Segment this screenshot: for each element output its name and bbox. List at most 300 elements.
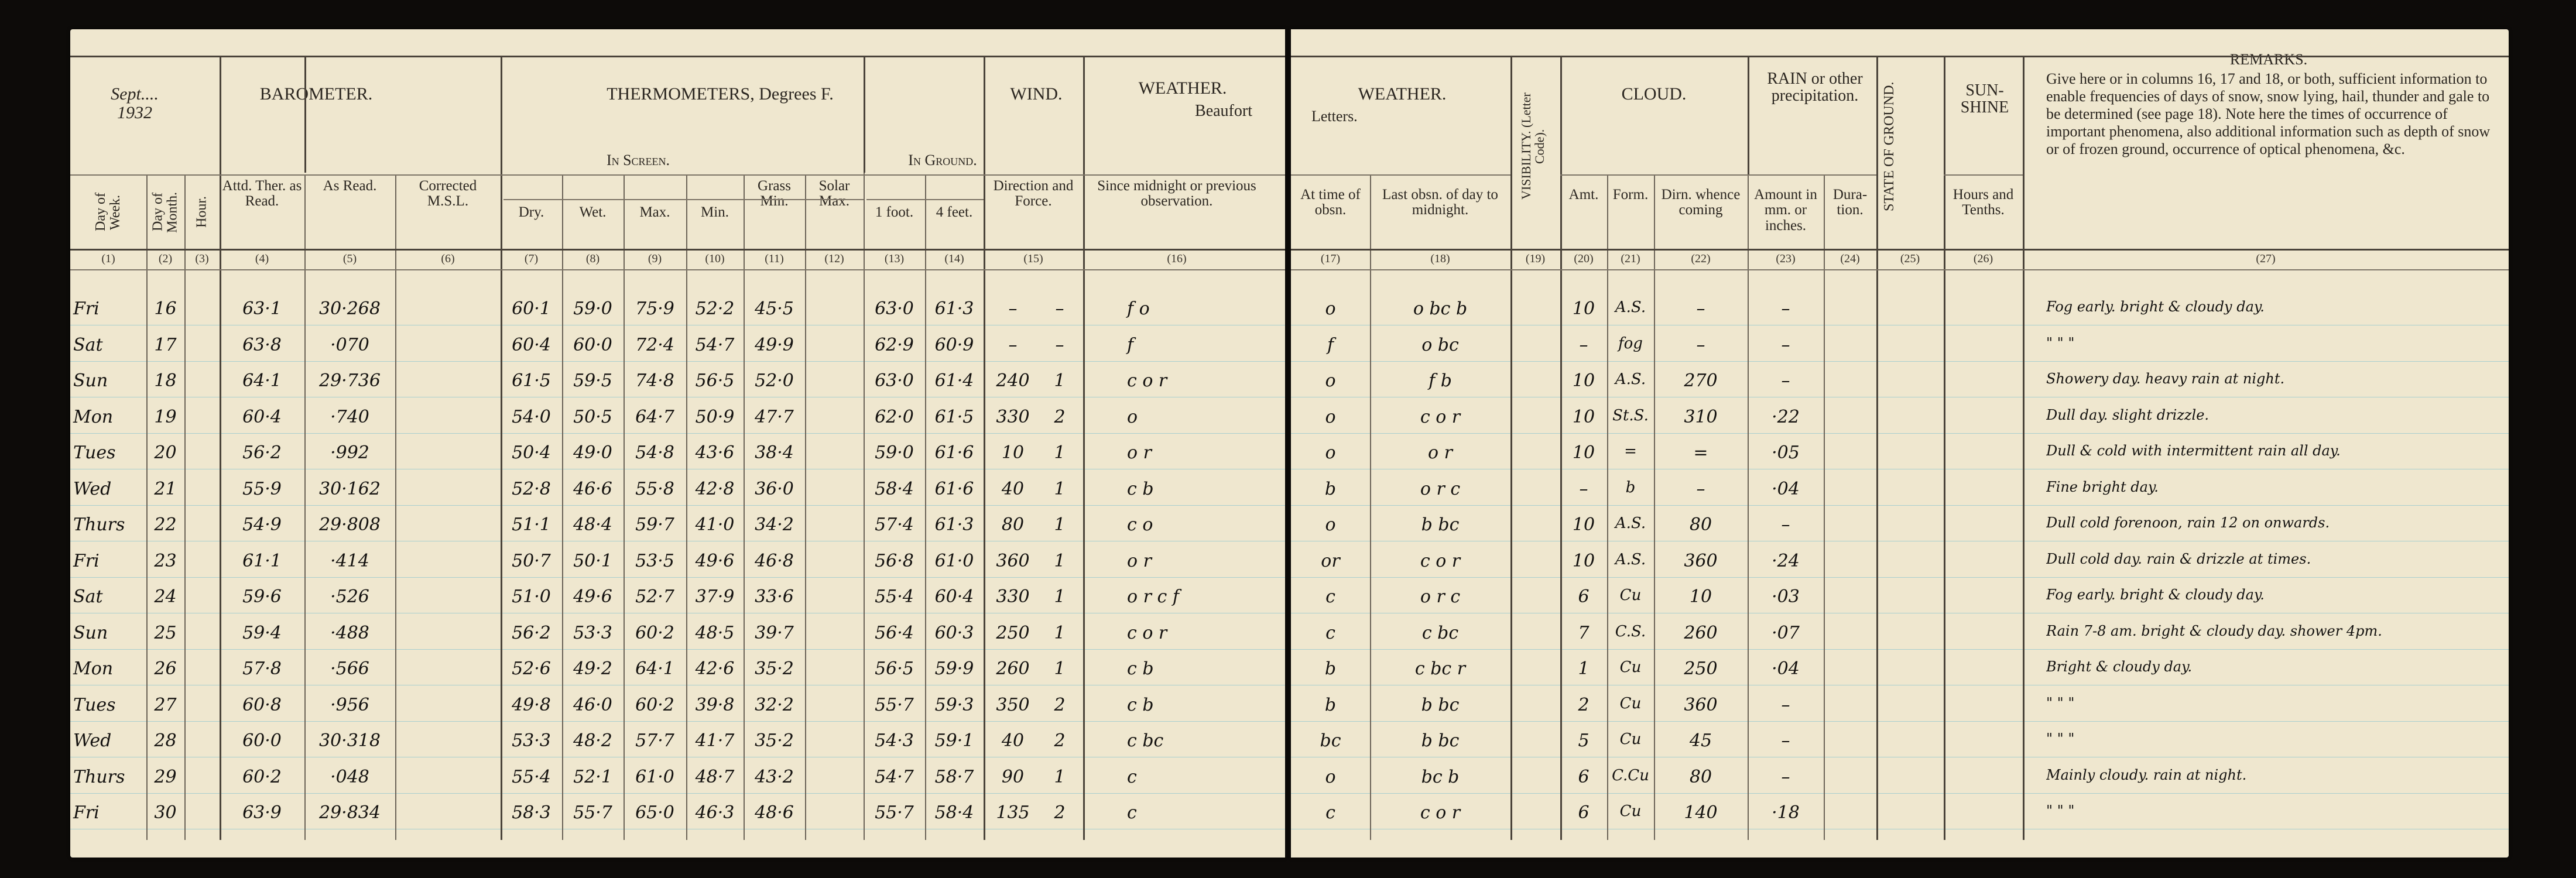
cell-g4: 61·3 [934,515,974,535]
column-number: (5) [342,252,357,265]
column-divider [395,176,396,840]
cell-min: 54·7 [695,334,735,355]
cell-max: 65·0 [635,802,674,823]
cell-at: o [1325,443,1336,463]
cell-wx: c b [1127,478,1154,499]
cell-min: 43·6 [695,443,735,463]
section-divider [864,56,865,173]
cell-wx: c b [1127,694,1154,715]
ruled-line [70,649,1285,650]
cell-dir: 90 [1001,766,1025,787]
top-rule [70,56,1285,57]
cell-last: c o r [1420,802,1461,823]
cell-rain: – [1781,334,1790,355]
cell-remark: Bright & cloudy day. [2046,658,2193,675]
cell-at: o [1325,766,1336,787]
subheader-7: Dry. [518,204,544,220]
ruled-line [1291,577,2509,578]
cell-amt: 6 [1578,802,1590,823]
cell-at: c [1325,622,1335,643]
cell-attd: 60·4 [242,406,282,427]
column-number: (18) [1430,252,1450,265]
cell-dom: 17 [154,334,177,355]
cell-form: b [1625,478,1636,496]
column-divider [805,176,806,840]
cell-grass: 49·9 [755,334,794,355]
section-divider [2023,56,2025,840]
cell-min: 42·6 [695,658,735,679]
cell-bar: ·414 [330,550,369,571]
cell-dow: Sat [73,334,103,355]
cell-amt: 10 [1572,371,1595,391]
cell-last: b bc [1421,730,1460,751]
cell-rain: ·24 [1772,550,1800,571]
column-number: (13) [884,252,905,265]
cell-rain: ·04 [1772,478,1800,499]
cell-grass: 48·6 [755,802,794,823]
cell-dry: 56·2 [512,622,551,643]
subheader-12: Solar Max. [818,178,850,210]
cell-min: 48·7 [695,766,735,787]
cell-wet: 48·2 [573,730,612,751]
cell-dry: 61·5 [512,371,551,391]
cell-dirn: 250 [1684,658,1718,679]
column-number: (21) [1621,252,1640,265]
cell-rain: – [1781,515,1790,535]
cell-last: c bc [1421,622,1459,643]
cell-remark: Dull day. slight drizzle. [2046,406,2210,423]
cell-max: 52·7 [635,587,674,607]
cell-last: c bc r [1414,658,1466,679]
weather-heading: WEATHER. [1138,78,1227,98]
cell-rain: ·07 [1772,622,1800,643]
cell-wet: 48·4 [573,515,612,535]
cell-wet: 59·5 [573,371,612,391]
cell-dry: 52·6 [512,658,551,679]
cell-dir: 260 [996,658,1030,679]
cloud-heading: CLOUD. [1621,84,1687,104]
cell-rain: ·22 [1772,406,1800,427]
cell-attd: 60·8 [242,694,282,715]
cell-dry: 55·4 [512,766,551,787]
cell-wet: 50·1 [573,550,612,571]
cell-max: 61·0 [635,766,674,787]
cell-g1: 63·0 [875,371,914,391]
thermometers-heading: THERMOMETERS, Degrees F. [607,84,834,104]
cell-dirn: – [1696,334,1705,355]
cell-g1: 55·7 [875,802,914,823]
cell-force: 1 [1054,622,1066,643]
cell-force: 1 [1054,443,1066,463]
cell-dow: Thurs [73,766,125,787]
cell-remark: Fog early. bright & cloudy day. [2046,299,2265,315]
cell-min: 41·7 [695,730,735,751]
column-number: (22) [1691,252,1711,265]
cell-wx: c o r [1127,622,1167,643]
cell-dir: 10 [1001,443,1025,463]
date-label: Sept.... 1932 [111,84,159,122]
header-rule [1291,249,2509,251]
cell-form: Cu [1619,730,1642,748]
cell-form: Cu [1619,587,1642,604]
right-page [1291,29,2509,858]
cell-attd: 64·1 [242,371,282,391]
section-divider [1748,56,1749,176]
cell-form: C.Cu [1612,766,1649,784]
cell-force: 2 [1054,694,1066,715]
cell-bar: 29·834 [319,802,381,823]
cell-dom: 24 [154,587,177,607]
ruled-line [1291,361,2509,362]
cell-max: 64·1 [635,658,674,679]
subheader-10: Min. [701,204,729,220]
cell-wx: f [1127,334,1134,355]
cell-attd: 61·1 [242,550,282,571]
ruled-line [70,721,1285,722]
cell-last: o bc b [1413,299,1468,319]
cell-g4: 58·7 [934,766,974,787]
cell-dow: Sun [73,371,108,391]
cell-wx: o r [1127,550,1152,571]
cell-attd: 57·8 [242,658,282,679]
subheader-r6: Amount in mm. or inches. [1754,187,1817,234]
ruled-line [1291,649,2509,650]
subheader-rule [1944,174,2023,176]
cell-wet: 46·0 [573,694,612,715]
cell-g1: 54·7 [875,766,914,787]
cell-wx: f o [1127,299,1150,319]
cell-force: 1 [1054,587,1066,607]
column-divider [184,176,186,840]
subheader-2: Day of Month. [150,191,180,233]
cell-dom: 27 [154,694,177,715]
subheader-14: 4 feet. [936,204,973,220]
cell-g1: 56·8 [875,550,914,571]
cell-dom: 18 [154,371,177,391]
cell-remark: " " " [2046,802,2075,819]
cell-dirn: 10 [1689,587,1712,607]
ruled-line [1291,505,2509,506]
cell-min: 48·5 [695,622,735,643]
cell-last: c o r [1420,406,1461,427]
subheader-4: Attd. Ther. as Read. [222,178,302,210]
state-of-ground-heading: STATE OF GROUND. [1882,81,1897,211]
subheader-3: Hour. [194,196,210,228]
cell-g1: 57·4 [875,515,914,535]
cell-dirn: – [1696,299,1705,319]
cell-at: or [1321,550,1340,571]
cell-at: c [1325,587,1335,607]
cell-dry: 51·1 [512,515,551,535]
column-number: (25) [1900,252,1920,265]
letters-label: Letters. [1311,108,1358,125]
cell-wx: o [1127,406,1138,427]
cell-max: 54·8 [635,443,674,463]
section-divider [304,56,306,173]
cell-bar: ·740 [330,406,369,427]
cell-dir: 135 [996,802,1030,823]
cell-dir: 350 [996,694,1030,715]
cell-grass: 46·8 [755,550,794,571]
cell-force: 1 [1054,766,1066,787]
column-number: (27) [2256,252,2276,265]
cell-force: 1 [1054,550,1066,571]
cell-g4: 60·9 [934,334,974,355]
cell-grass: 36·0 [755,478,794,499]
cell-dom: 22 [154,515,177,535]
weather-beaufort: Beaufort [1195,102,1252,120]
cell-last: f b [1429,371,1452,391]
cell-min: 52·2 [695,299,735,319]
cell-attd: 63·8 [242,334,282,355]
cell-dow: Mon [73,658,114,679]
ruled-line [70,361,1285,362]
cell-g4: 61·5 [934,406,974,427]
cell-remark: " " " [2046,694,2075,711]
cell-last: b bc [1421,515,1460,535]
cell-remark: Dull cold day. rain & drizzle at times. [2046,550,2311,567]
cell-remark: Fine bright day. [2046,478,2159,495]
cell-g1: 55·7 [875,694,914,715]
cell-dom: 16 [154,299,177,319]
subheader-9: Max. [639,204,670,220]
column-number: (12) [824,252,844,265]
cell-dirn: = [1693,443,1708,463]
cell-last: b bc [1421,694,1460,715]
cell-min: 50·9 [695,406,735,427]
cell-dom: 30 [154,802,177,823]
cell-grass: 47·7 [755,406,794,427]
cell-form: Cu [1619,802,1642,820]
section-divider [1083,56,1085,840]
subheader-r7: Dura- tion. [1832,187,1868,218]
cell-g4: 60·4 [934,587,974,607]
cell-g4: 60·3 [934,622,974,643]
subheader-11: Grass Min. [758,178,791,210]
cell-amt: 2 [1578,694,1590,715]
column-number: (2) [158,252,173,265]
cell-max: 74·8 [635,371,674,391]
cell-form: A.S. [1615,515,1646,532]
cell-wx: o r [1127,443,1152,463]
column-number: (6) [441,252,455,265]
cell-wx: c [1127,802,1137,823]
cell-dow: Thurs [73,515,125,535]
cell-wet: 53·3 [573,622,612,643]
cell-max: 59·7 [635,515,674,535]
cell-wx: c bc [1127,730,1164,751]
cell-at: b [1324,478,1337,499]
column-number: (16) [1167,252,1187,265]
cell-at: o [1325,515,1336,535]
cell-min: 46·3 [695,802,735,823]
cell-bar: ·048 [330,766,369,787]
cell-rain: – [1781,371,1790,391]
cell-g4: 59·1 [934,730,974,751]
subheader-r8: Hours and Tenths. [1952,187,2014,218]
cell-g4: 61·0 [934,550,974,571]
cell-wx: c b [1127,658,1154,679]
colnum-rule [1291,269,2509,270]
cell-rain: – [1781,766,1790,787]
cell-wx: c [1127,766,1137,787]
cell-force: 2 [1054,406,1066,427]
subheader-r3: Amt. [1568,187,1599,203]
cell-form: A.S. [1615,299,1646,316]
cell-dir: 240 [996,371,1030,391]
cell-max: 75·9 [635,299,674,319]
cell-amt: 10 [1572,515,1595,535]
cell-rain: – [1781,730,1790,751]
subheader-8: Wet. [579,204,607,220]
cell-amt: 1 [1578,658,1590,679]
cell-dow: Fri [73,299,100,319]
cell-dry: 53·3 [512,730,551,751]
subheader-1: Day of Week. [93,193,123,232]
column-number: (14) [944,252,964,265]
cell-g4: 61·4 [934,371,974,391]
cell-dom: 28 [154,730,177,751]
cell-bar: ·956 [330,694,369,715]
barometer-heading: BAROMETER. [259,84,373,104]
cell-wx: o r c f [1127,587,1179,607]
cell-dry: 60·1 [512,299,551,319]
cell-dry: 58·3 [512,802,551,823]
cell-bar: 30·162 [319,478,381,499]
cell-wet: 55·7 [573,802,612,823]
cell-dir: 330 [996,406,1030,427]
cell-last: o r c [1420,587,1461,607]
cell-attd: 63·9 [242,802,282,823]
cell-dir: 250 [996,622,1030,643]
cell-last: c o r [1420,550,1461,571]
cell-force: 1 [1054,371,1066,391]
cell-dry: 50·4 [512,443,551,463]
column-number: (4) [255,252,269,265]
cell-amt: 6 [1578,766,1590,787]
cell-form: Cu [1619,694,1642,712]
section-divider [1944,56,1945,840]
cell-g4: 61·6 [934,478,974,499]
cell-at: o [1325,299,1336,319]
column-number: (26) [1973,252,1993,265]
cell-grass: 35·2 [755,658,794,679]
remarks-instructions: Give here or in columns 16, 17 and 18, or both, sufficient information to enable frequencies of days of snow, snow lying, hail, thunder and gale to be determined (see page 18). Note here the times of occurrence of important phenomena, also additional information such as depth of snow or of frozen ground, occurrence of optical phenomena, &c. [2046,70,2491,157]
cell-bar: ·526 [330,587,369,607]
cell-remark: Showery day. heavy rain at night. [2046,371,2285,387]
cell-dirn: 360 [1684,694,1718,715]
ruled-line [70,793,1285,794]
cell-remark: " " " [2046,334,2075,351]
cell-dow: Tues [73,443,116,463]
column-number: (23) [1776,252,1796,265]
cell-bar: 30·268 [319,299,381,319]
ruled-line [70,433,1285,434]
subheader-r5: Dirn. whence coming [1661,187,1741,218]
cell-g4: 59·9 [934,658,974,679]
subheader-r4: Form. [1612,187,1649,203]
cell-last: o r c [1420,478,1461,499]
cell-bar: 29·736 [319,371,381,391]
cell-last: o bc [1421,334,1459,355]
cell-min: 39·8 [695,694,735,715]
cell-form: Cu [1619,658,1642,676]
subheader-rule [1291,174,1510,176]
cell-dirn: 80 [1689,515,1712,535]
cell-dry: 54·0 [512,406,551,427]
cell-grass: 33·6 [755,587,794,607]
cell-g1: 56·4 [875,622,914,643]
cell-remark: Dull & cold with intermittent rain all day. [2046,443,2341,459]
cell-g1: 56·5 [875,658,914,679]
cell-attd: 60·2 [242,766,282,787]
cell-min: 56·5 [695,371,735,391]
cell-grass: 52·0 [755,371,794,391]
cell-last: o r [1428,443,1453,463]
cell-rain: ·04 [1772,658,1800,679]
column-number: (8) [585,252,600,265]
cell-attd: 63·1 [242,299,282,319]
cell-dom: 19 [154,406,177,427]
cell-dir: – [1008,334,1018,355]
cell-amt: 7 [1578,622,1590,643]
cell-dry: 50·7 [512,550,551,571]
cell-form: fog [1618,334,1643,352]
cell-dom: 23 [154,550,177,571]
cell-force: 1 [1054,478,1066,499]
cell-min: 49·6 [695,550,735,571]
cell-g1: 63·0 [875,299,914,319]
cell-dir: 40 [1001,730,1025,751]
cell-attd: 54·9 [242,515,282,535]
cell-bar: ·488 [330,622,369,643]
cell-rain: ·03 [1772,587,1800,607]
cell-at: b [1324,694,1337,715]
column-number: (15) [1023,252,1043,265]
column-number: (1) [101,252,115,265]
cell-dir: 40 [1001,478,1025,499]
cell-g1: 62·9 [875,334,914,355]
cell-grass: 43·2 [755,766,794,787]
cell-g1: 59·0 [875,443,914,463]
cell-wet: 49·6 [573,587,612,607]
rain-heading: RAIN or other precipitation. [1767,70,1863,105]
subheader-13: 1 foot. [875,204,914,220]
cell-max: 64·7 [635,406,674,427]
section-divider [1876,56,1878,840]
cell-at: bc [1320,730,1341,751]
cell-dow: Mon [73,406,114,427]
cell-max: 53·5 [635,550,674,571]
cell-dry: 60·4 [512,334,551,355]
cell-wet: 50·5 [573,406,612,427]
cell-rain: ·18 [1772,802,1800,823]
cell-rain: – [1781,299,1790,319]
cell-grass: 35·2 [755,730,794,751]
cell-max: 60·2 [635,694,674,715]
cell-force: – [1055,299,1064,319]
cell-grass: 38·4 [755,443,794,463]
cell-bar: 30·318 [319,730,381,751]
in-screen-rule [503,199,864,200]
visibility-heading: VISIBILITY. (Letter Code). [1519,92,1547,200]
cell-wet: 60·0 [573,334,612,355]
cell-force: 1 [1054,658,1066,679]
cell-amt: 10 [1572,443,1595,463]
cell-bar: ·566 [330,658,369,679]
colnum-rule [70,269,1285,270]
cell-dry: 52·8 [512,478,551,499]
